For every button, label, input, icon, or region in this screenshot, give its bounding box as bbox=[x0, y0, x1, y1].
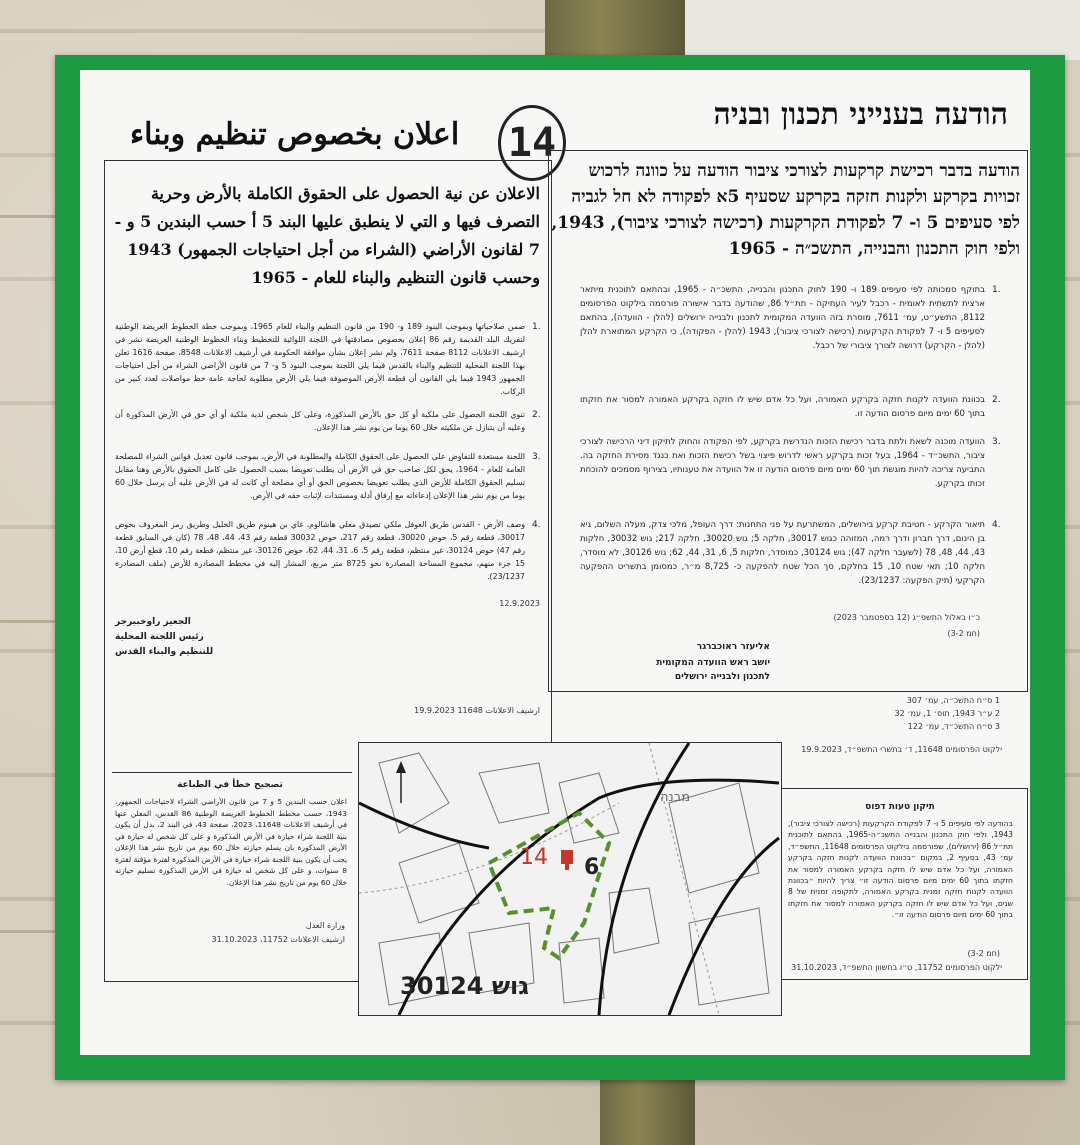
parcel-6-label: 6 bbox=[584, 855, 600, 880]
arabic-correction-title: تصحيح خطأ في الطباعة bbox=[177, 780, 283, 790]
hebrew-correction-title: תיקון טעות דפוס bbox=[865, 802, 935, 812]
arabic-correction-publication: ارشيف الاعلانات 11752، 31.10.2023 bbox=[211, 935, 345, 944]
paragraph-number: 4. bbox=[992, 520, 1001, 530]
arabic-paragraph-4: وصف الأرض - القدس طريق العوفل ملكي تصيدق معلي هاشالوم، غاي بن هينوم طريق الخليل وطريق رمز المعروف بحوض 30017، قطعة رقم 5، حوض 30020، قطعة رقم 217، حوض 30032 قطعة رقم 43، 44، 48، 78 (كان في السابق قطعة رقم 47) حوض 30124، غير منتظم، قطعة رقم 5، 6، 31، 44، 62، حوض 30126، غير منتظم، قطعة رقم 10، قطع أرض 10، 15 جزء منهم، مجموع المساحة المصادرة نحو 8725 متر مربع، المشار إليه في مخطط المصادرة للأرض (ملف المصادرة 23/1237). bbox=[115, 520, 526, 581]
arabic-signer-role-1: رئيس اللجنة المحلية bbox=[115, 632, 204, 642]
paragraph-number: 1. bbox=[532, 322, 541, 332]
paragraph-number: 2. bbox=[992, 395, 1001, 405]
hebrew-correction-ref: (חמ 3-2) bbox=[967, 949, 1000, 958]
paragraph-number: 1. bbox=[992, 285, 1001, 295]
hebrew-publication: ילקוט הפרסומים 11648, ד׳ בתשרי התשפ״ד, 19.9.2023 bbox=[801, 745, 1002, 754]
arabic-date: 12.9.2023 bbox=[499, 599, 540, 608]
hebrew-paragraph-1: בתוקף סמכותה לפי סעיפים 189 ו- 190 לחוק התכנון והבנייה, התשכ״ה - 1965, ובהתאם לתוכנית מיתאר ארצית לתשתית לאומית - רכבל לעיר העתיקה - תת״ל 86, שהודעה בדבר אישורה פורסמה בילקוט הפרסומים 8112, התשע״ט, עמ׳ 7611, מוסרת בזה הוועדה המקומית לתכנון ולבנייה ירושלים (להלן - הוועדה), בהתאם לסעיפים 5 ו- 7 לפקודת הקרקעות (רכישה לצורכי ציבור), 1943 (להלן - הפקודה), כי הקרקע המתוארת להלן (להלן - הקרקע) דרושה לצורך ציבורי של רכבל. bbox=[580, 285, 986, 351]
arabic-paragraph-3: اللجنة مستعدة للتفاوض على الحصول على الحقوق الكاملة والمطلوبة في الأرض، بموجب قانون تعديل قوانين الشراء للمصلحة العامة للعام - 1964، يحق لكل صاحب حق في الأرض أن يطلب تعويضا بسبب الحصول على كامل الحقوق بالأرض وهنا مقابل تسليم الحقوق الكاملة للأرض الذي يطلب تعويضا بخصوص الحق أو أي مصلحة أي كانت له في الأرض عليه أن يرسل خلال 60 يوما من يوم نشر هذا الإعلان إدعاءاته مع إرفاق أدلة ومستندات لإثبات حقه في الأرض. bbox=[115, 452, 525, 500]
arabic-signer-role-2: للتنظيم والبناء القدس bbox=[115, 647, 214, 657]
paragraph-number: 2. bbox=[532, 410, 541, 420]
building-label: מבנה bbox=[660, 790, 691, 805]
hebrew-date-note: כ״ו באלול התשפ״ג (12 בספטמבר 2023) bbox=[833, 613, 980, 622]
hebrew-notice-title: הודעה בדבר רכישת קרקעות לצורכי ציבור הודעה על כוונה לרכוש זכויות בקרקע ולקנות חזקה בקרקע שסעיף 5א לפקודה לא חל לגביה לפי סעיפים 5 ו- 7 לפקודת הקרקעות (רכישה לצורכי ציבור), 1943, ולפי חוק התכנון והבנייה, התשכ״ה - 1965 bbox=[551, 161, 1020, 259]
block-number-label: גוש 30124 bbox=[400, 972, 530, 1000]
arabic-paragraph-1: ضمن صلاحياتها وبموجب البنود 189 و- 190 من قانون التنظيم والبناء للعام 1965، وبموجب خطة الخطوط العريضة الوطنية لتفريك البلد القديمة رقم 86 إعلان بخصوص مصادقتها في اللجنة اللوائية للتخطيط وبناء الخطوط الوطنية العريضة نشر في ارشيف الاعلانات 8112 صفحة 7611، ولم نشر إعلان بشأن موافقة الحكومة في أرشيف الاعلانات 8548، صفحة 1616 تعلن بهذا اللجنة المحلية للتنظيم والبناء بالقدس فيما يلي اللجنة بموجب البنود 5 و- 7 من قانون الأراضي الشراء من أجل احتياجات الجمهور 1943 فيما يلي القانون أن قطعة الأرض الموصوفة فيما يلي الأرض مطلوبة لحاجة عامة خط مواصلات لعدد كبير من الركاب. bbox=[115, 322, 525, 396]
hebrew-signer-role-1: יושב ראש הוועדה המקומית bbox=[656, 658, 770, 668]
adjacent-poster bbox=[650, 0, 1080, 60]
handwritten-number-badge: 14 bbox=[498, 105, 566, 181]
hebrew-footnote: 1 ס״ח התשכ״ה, עמ׳ 307 bbox=[906, 696, 1000, 705]
hebrew-correction-publication: ילקוט הפרסומים 11752, ט״ו בחשוון התשפ״ד, 31.10.2023 bbox=[791, 963, 1002, 972]
hebrew-signer-name: אליעזר ראוכברגר bbox=[696, 642, 770, 652]
hebrew-footnote: 2 ע״ר 1943, תוס׳ 1, עמ׳ 32 bbox=[894, 709, 1000, 718]
headline-hebrew: הודעה בענייני תכנון ובניה bbox=[713, 97, 1008, 132]
arabic-notice-title: الاعلان عن نية الحصول على الحقوق الكاملة بالأرض وحرية التصرف فيها و التي لا ينطبق عليها البند 5 أ حسب البندين 5 و - 7 لقانون الأراضي (الشراء من أجل احتياجات الجمهور) 1943 وحسب قانون التنظيم والبناء للعام - 1965 bbox=[114, 184, 540, 287]
hebrew-correction-text: בהודעה לפי סעיפים 5 ו- 7 לפקודת הקרקעות (רכישה לצורכי ציבור), 1943, ולפי חוק התכנון והבנייה התשכ״ה-1965, בהתאם לתוכנית תת״ל 86 (ירושלים), שפורסמה בילקוט הפרסומים 11648, התשפ״ד, עמ׳ 43, בסעיף 2, במקום ״בכוונת הוועדה לקנות חזקה בקרקע האמורה, ועל כל אדם שיש לו חזקה בקרקע האמורה למסור את חזקתו בתוך 60 ימים מיום פרסום הודעה זו״ צריך להיות ״בכוונת הוועדה לקנות חזקה זמנית בקרקע האמורה, לתקופה זמנית של 8 שנים, ועל כל אדם שיש לו חזקה בקרקע האמורה למסור את חזקתו בתוך 60 ימים מיום פרסום הודעה זו״. bbox=[788, 819, 1014, 920]
arabic-publication: ارشيف الاعلانات 11648 19.9.2023 bbox=[414, 706, 540, 715]
headline-arabic: اعلان بخصوص تنظيم وبناء bbox=[130, 117, 460, 152]
location-marker-icon bbox=[561, 850, 573, 870]
paragraph-number: 3. bbox=[532, 452, 541, 462]
wall-joint bbox=[0, 930, 55, 933]
wall-joint bbox=[0, 620, 55, 623]
hebrew-paragraph-3: הוועדה מוכנה לשאת ולתת בדבר רכישת הזכות הנדרשת בקרקע, לפי הפקודה והחוק לתיקון דיני הרכישה לצורכי ציבור, התשכ״ד - 1964, בעל זכות בקרקע ראשי לדרוש פיצוי בשל רכישת הזכות ואת כנגד מסירת החזקה בה. התביעה צריכה להיות מוגשת תוך 60 ימים מיום פרסום הודעה זו אל הוועדה את טענותיו, בצירוף מסמכים להוכחת זכותו בקרקע. bbox=[580, 437, 985, 489]
divider bbox=[112, 772, 352, 773]
parcel-14-label: 14 bbox=[520, 845, 548, 870]
hebrew-paragraph-4: תיאור הקרקע - חטיבת קרקע בירושלים, המשתרעת על פני התחנות: דרך העופל, מלכי צדק, מעלה השלום, גיא בן הינום, דרך חברון ודרך רמה, המזוהה כגוש 30017, חלקה 5; גוש 30020, חלקה 217; גוש 30032, חלקות 43, 44, 48, 78 (לשעבר חלקה 47); גוש 30124, כמוסדר, חלקות 5, 6, 31, 44, 62; גוש 30126, לא מוסדר, חלקה 10; תאי שטח 10, 15 בחלקם, סך הכל שטח להפקעה כ- 8,725 מ״ר, כמסומן בתשריט ההפקעה הקרקעי (תיק הפקעה: 23/1237). bbox=[580, 520, 986, 586]
hebrew-signer-role-2: לתכנון ולבנייה ירושלים bbox=[674, 672, 770, 682]
arabic-signer-name: الجعيز راوخبيرجر bbox=[115, 617, 191, 627]
hebrew-paragraph-2: בכוונת הוועדה לקנות חזקה בקרקע האמורה, ועל כל אדם שיש לו חזקה בקרקע האמורה למסור את חזקתו בתוך 60 ימים מיום פרסום הודעה זו. bbox=[580, 395, 985, 419]
arabic-correction-text: اعلان حسب البندين 5 و 7 من قانون الأراضي الشراء لاحتياجات الجمهور، 1943، حسب مخطط الخطوط العريضة الوطنية 86 القدس، المعلن عنها في أرشيف الاعلانات 11648، 2023، صفحة 43، في البند 2، بدل أن يكون بنية اللجنة شراء حيازة في الأرض المذكورة و على كل شخص له حيازة في الأرض المذكورة بان يسلم حيازته خلال 60 يوم من تاريخ نشر هذا الإعلان يجب أن يكون بنية اللجنة شراء حيازة في الأرض المذكورة لفترة مؤقتة لفترة 8 سنوات، و على كل شخص له حيازة في الأرض المذكورة تسليم حيازته خلال 60 يوم من تاريخ نشر هذا الإعلان. bbox=[115, 797, 347, 887]
paragraph-number: 4. bbox=[532, 520, 541, 530]
paragraph-number: 3. bbox=[992, 437, 1001, 447]
hebrew-ref: (חמ 3-2) bbox=[947, 629, 980, 638]
arabic-correction-signer: وزارة العدل bbox=[305, 921, 345, 930]
wall-joint bbox=[0, 215, 55, 218]
arabic-paragraph-2: تنوي اللجنة الحصول على ملكية أو كل حق بالأرض المذكورة، وعلى كل شخص لديه ملكية أو أي حق في الأرض المذكورة أن وعليه أن يتنازل عن ملكيته خلال 60 يوما من يوم نشر هذا الإعلان. bbox=[115, 410, 525, 432]
hebrew-footnote: 3 ס״ח התשכ״ד, עמ׳ 122 bbox=[907, 722, 1000, 731]
